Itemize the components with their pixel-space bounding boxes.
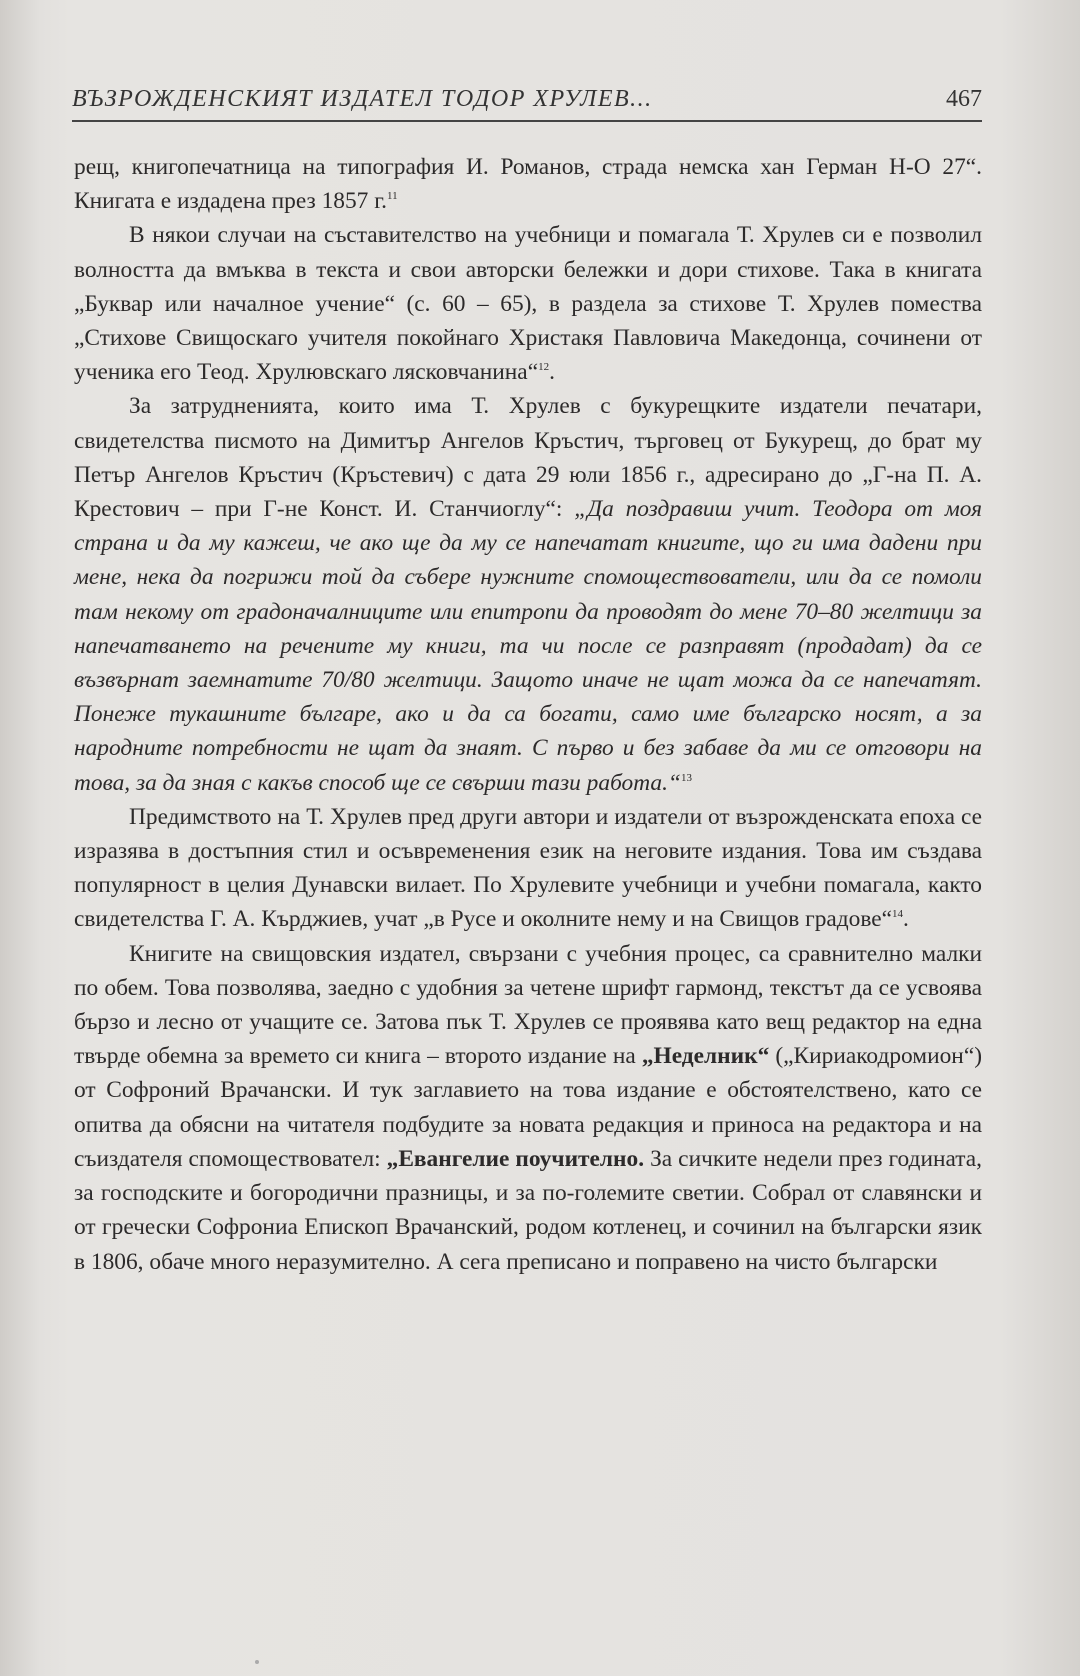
- footnote-ref: 11: [387, 190, 398, 203]
- paragraph-1: рещ, книгопечатница на типография И. Романов, страда немска хан Герман Н-О 27“. Книгата е издадена през 1857 г.$^{11}$: [74, 154, 982, 215]
- body-text: [74, 150, 982, 1279]
- book-title-nedelnik: „Неделник“: [641, 1043, 770, 1070]
- footnote-ref: 13: [680, 771, 692, 784]
- page-number: 467: [946, 86, 982, 112]
- page-header: [72, 86, 982, 113]
- paragraph-2: В някои случаи на съставителство на учебници и помагала Т. Хрулев си е позволил волността да вмъква в текста и свои авторски бележки и дори стихове. Така в книгата „Буквар или началное учение“ (с. 60 – 65), в раздела за стихове Т. Хрулев помества „Стихове Свищоскаго учителя покойнаго Христакя Павловича Македонца, сочинени от ученика его Теод. Хрулювскаго лясковчанина“$^{12}$.: [74, 222, 982, 386]
- print-speck: [255, 1660, 259, 1664]
- book-title-evangelie: „Евангелие поучително.: [386, 1145, 645, 1172]
- footnote-ref: 12: [538, 361, 550, 374]
- footnote-ref: 14: [892, 908, 904, 921]
- paragraph-4: Предимството на Т. Хрулев пред други автори и издатели от възрожденската епоха се изразява в достъпния стил и осъвременения език на неговите издания. Това им създава популярност в целия Дунавски вилает. По Хрулевите учебници и учебни помагала, както свидетелства Г. А. Кърджиев, учат „в Русе и околните нему и на Свищов градове“$^{14}$.: [74, 803, 982, 933]
- running-title: ВЪЗРОЖДЕНСКИЯТ ИЗДАТЕЛ ТОДОР ХРУЛЕВ...: [72, 86, 653, 112]
- letter-quote: „Да поздравиш учит. Теодора от моя страна и да му кажеш, че ако ще да му се напечатат книгите, що ги има дадени при мене, нека да погрижи той да събере нужните спомоществователи, или да се помоли там некому от градоначалниците или епитропи да проводят до мене 70–80 желтици за напечатването на речените му книги, та чи после се разправят (продадат) да се възвърнат заемнатите 70/80 желтици. Защото иначе не щат можа да се напечатят. Понеже тукашните българе, ако и да са богати, само име българско носят, а за народните потребности не щат да знаят. С първо и без забаве да ми се отговори на това, за да зная с какъв способ ще се свърши тази работа.“: [74, 496, 983, 796]
- header-rule: [72, 120, 982, 122]
- paragraph-5: Книгите на свищовския издател, свързани с учебния процес, са сравнително малки по обем. Това позволява, заедно с удобния за четене шрифт гармонд, текстът да се усвоява бързо и лесно от учащите се. Затова пък Т. Хрулев се проявява като вещ редактор на една твърде обемна за времето си книга – второто издание на „Неделник“ („Кириакодромион“) от Софроний Врачански. И тук заглавието на това издание е обстоятелствено, като се опитва да обясни на читателя подбудите за новата редакция и приноса на редактора и на съиздателя спомоществовател: „Евангелие поучително. За сичките недели през годината, за господските и богородични празницы, и за по-големите светии. Собрал от славянски и от гречески Софрониа Епископ Врачанский, родом котленец, и сочинил на български язик в 1806, обаче много неразумително. А сега преписано и поправено на чисто български: [74, 940, 983, 1275]
- paragraph-3: За затрудненията, които има Т. Хрулев с букурещките издатели печатари, свидетелства писмото на Димитър Ангелов Кръстич, търговец от Букурещ, до брат му Петър Ангелов Кръстич (Кръстевич) с дата 29 юли 1856 г., адресирано до „Г-на П. А. Крестович – при Г-не Конст. И. Станчиоглу“: „Да поздравиш учит. Теодора от моя страна и да му кажеш, че ако ще да му се напечатат книгите, що ги има дадени при мене, нека да погрижи той да събере нужните спомоществователи, или да се помоли там некому от градоначалниците или епитропи да проводят до мене 70–80 желтици за напечатването на речените му книги, та чи после се разправят (продадат) да се възвърнат заемнатите 70/80 желтици. Защото иначе не щат можа да се напечатят. Понеже тукашните българе, ако и да са богати, само име българско носят, а за народните потребности не щат да знаят. С първо и без забаве да ми се отговори на това, за да зная с какъв способ ще се свърши тази работа.“$^{13}$: [74, 393, 983, 796]
